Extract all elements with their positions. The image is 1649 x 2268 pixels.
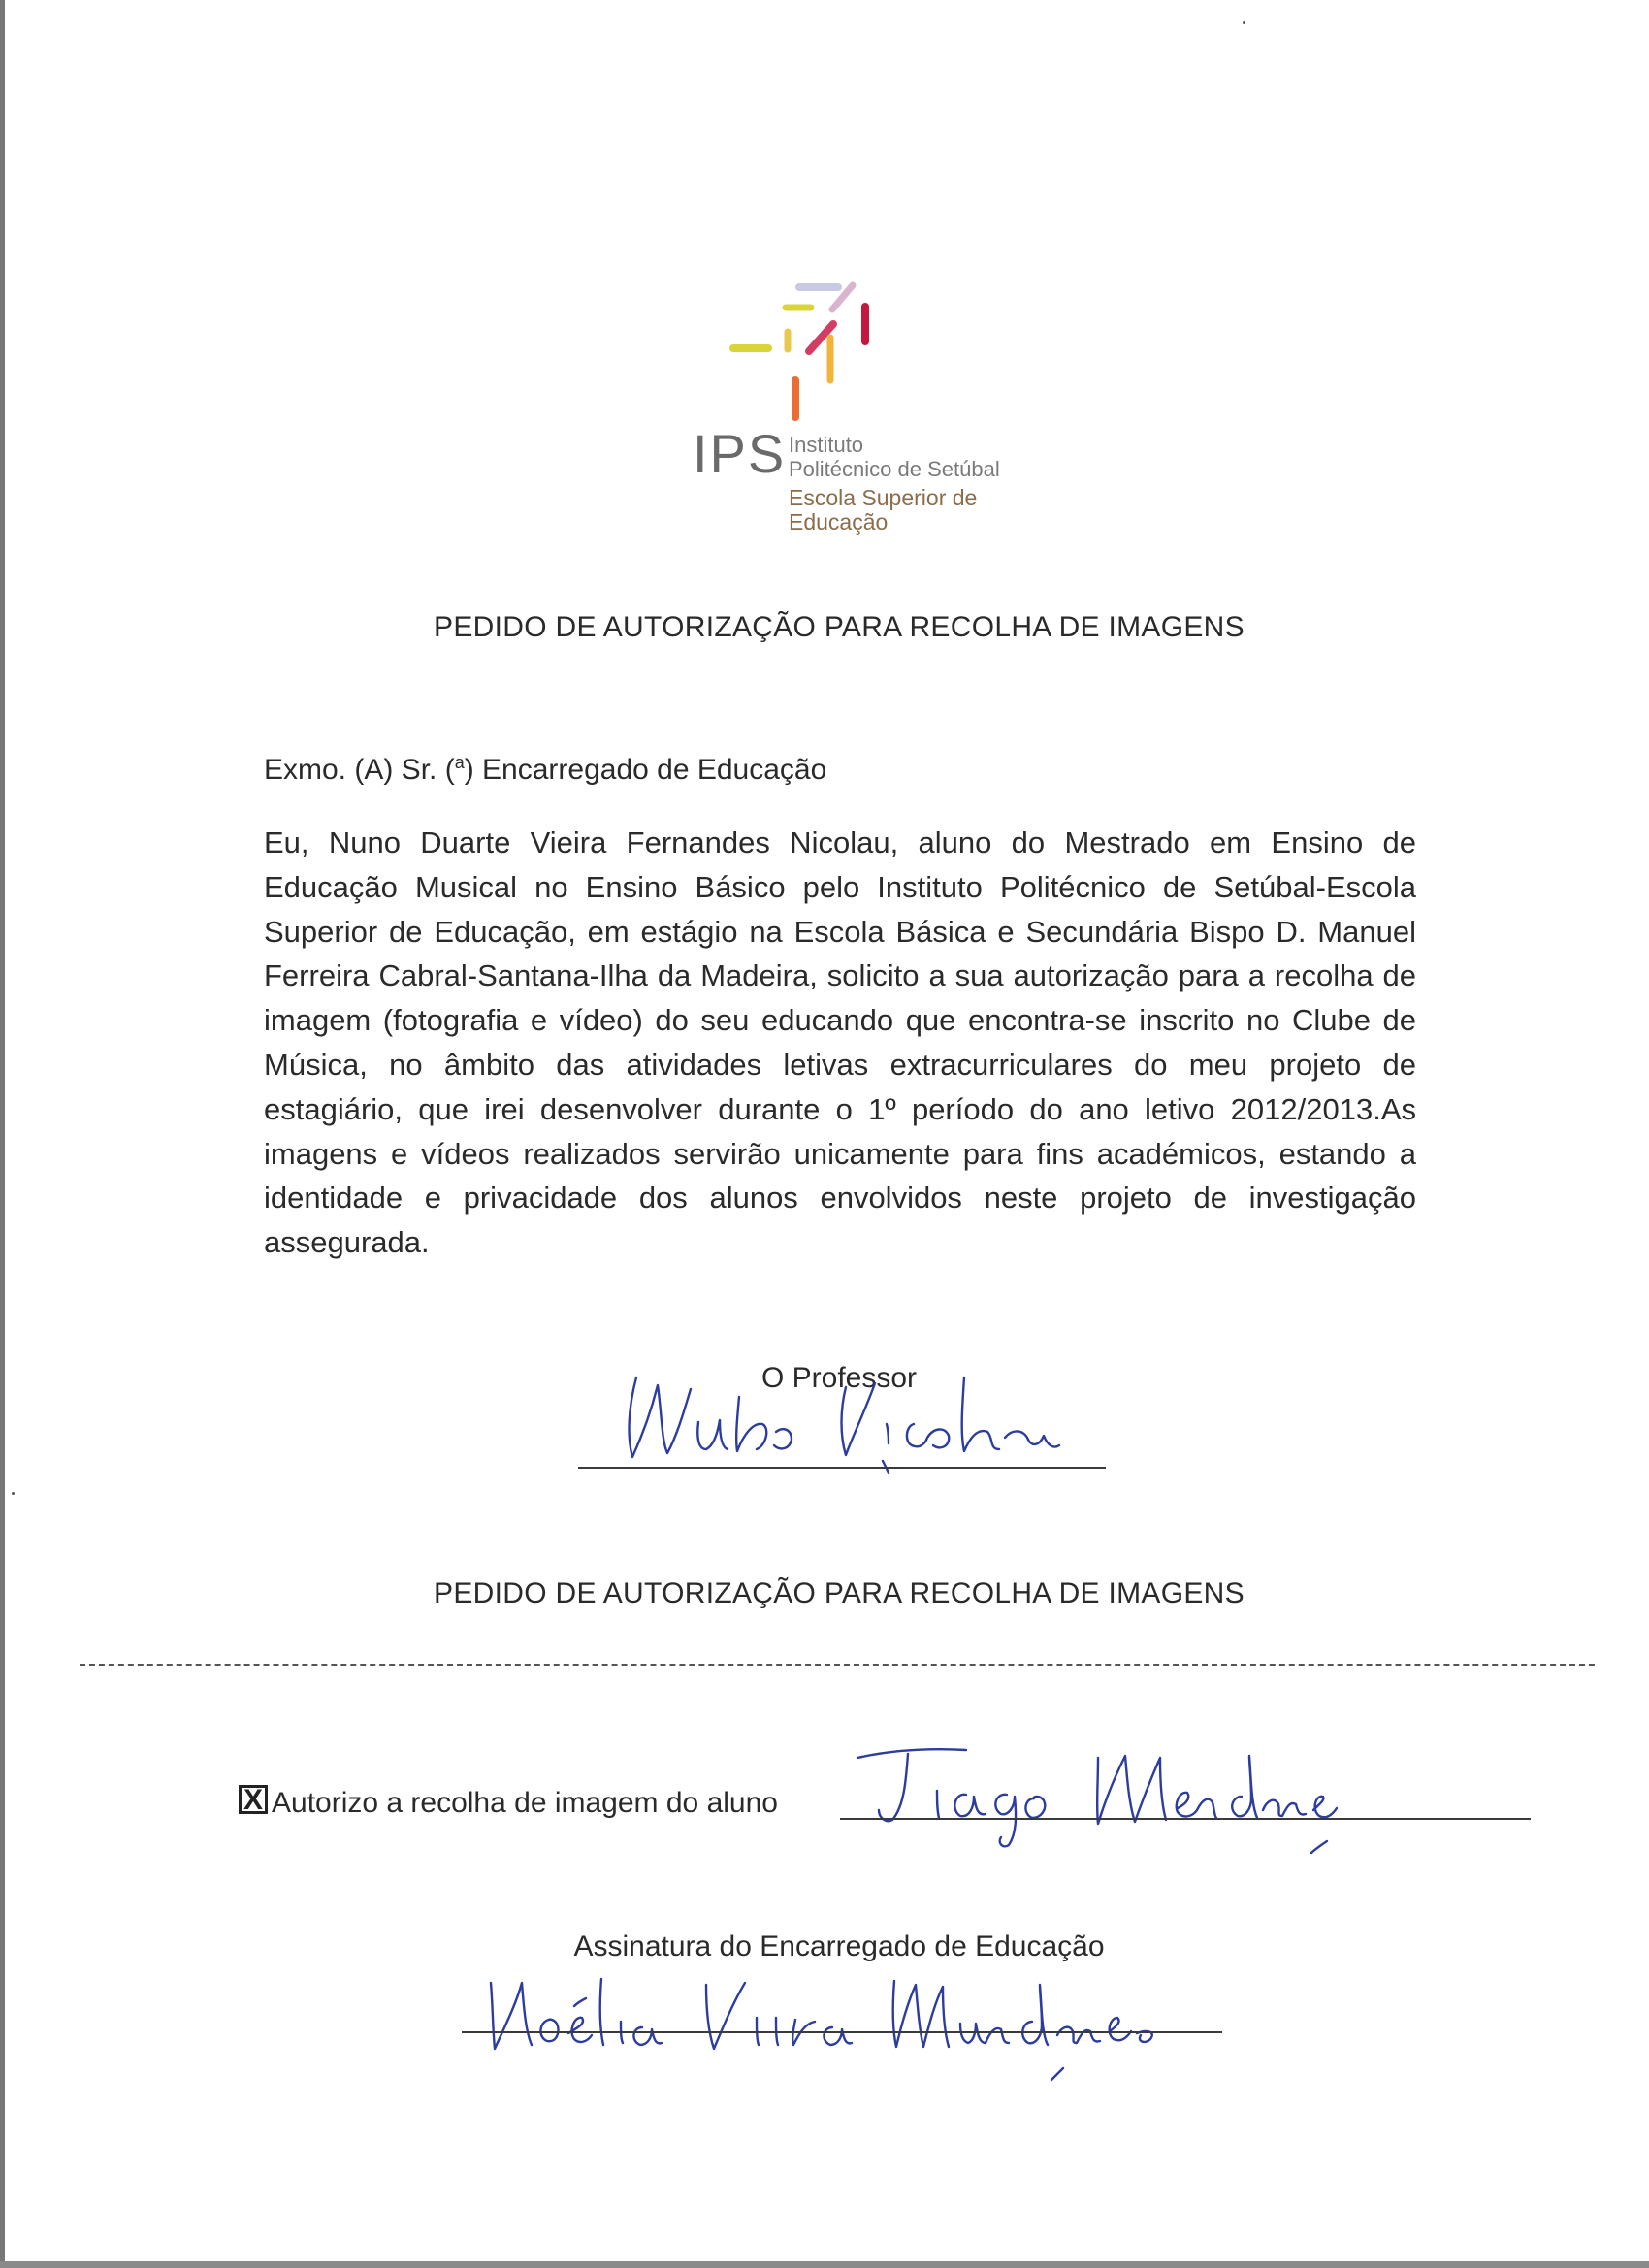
- guardian-signature-line: [462, 2031, 1222, 2033]
- guardian-signature: [481, 1963, 1160, 2080]
- logo-abbreviation: IPS: [693, 423, 787, 484]
- document-title: PEDIDO DE AUTORIZAÇÃO PARA RECOLHA DE IMAGENS: [434, 611, 1245, 643]
- student-name-line: [840, 1818, 1531, 1820]
- authorization-text: Autorizo a recolha de imagem do aluno: [272, 1787, 778, 1819]
- salutation: Exmo. (A) Sr. ($^a$) Encarregado de Educação: [264, 753, 827, 786]
- professor-signature-line: [578, 1467, 1106, 1469]
- professor-label: O Professor: [760, 1362, 918, 1394]
- cut-line-separator: [80, 1664, 1595, 1666]
- logo-school-name: Escola Superior de Educação: [789, 485, 978, 535]
- logo-institution-name: Instituto Politécnico de Setúbal: [789, 433, 1000, 481]
- professor-signature: [621, 1368, 1077, 1474]
- scan-speck: [1243, 21, 1245, 24]
- scan-edge-bottom: [0, 2261, 1649, 2268]
- guardian-signature-label: Assinatura do Encarregado de Educação: [573, 1930, 1105, 1962]
- reply-slip-title: PEDIDO DE AUTORIZAÇÃO PARA RECOLHA DE IMAGENS: [434, 1577, 1245, 1609]
- authorization-checkbox[interactable]: X: [239, 1785, 268, 1814]
- student-name-handwriting: [844, 1736, 1358, 1853]
- letter-body: Eu, Nuno Duarte Vieira Fernandes Nicolau, aluno do Mestrado em Ensino de Educação Musical no Ensino Básico pelo Instituto Politécnico de Setúbal-Escola Superior de Educação, em estágio na Escola Básica e Secundária Bispo D. Manuel Ferreira Cabral-Santana-Ilha da Madeira, solicito a sua autorização para a recolha de imagem (fotografia e vídeo) do seu educando que encontra-se inscrito no Clube de Música, no âmbito das atividades letivas extracurriculares do meu projeto de estagiário, que irei desenvolver durante o 1º período do ano letivo 2012/2013.As imagens e vídeos realizados servirão unicamente para fins académicos, estando a identidade e privacidade dos alunos envolvidos neste projeto de investigação assegurada.: [264, 826, 1416, 1260]
- ips-logo-mark-icon: [720, 274, 885, 429]
- scan-speck: [12, 1492, 15, 1495]
- scan-edge-left: [0, 0, 5, 2268]
